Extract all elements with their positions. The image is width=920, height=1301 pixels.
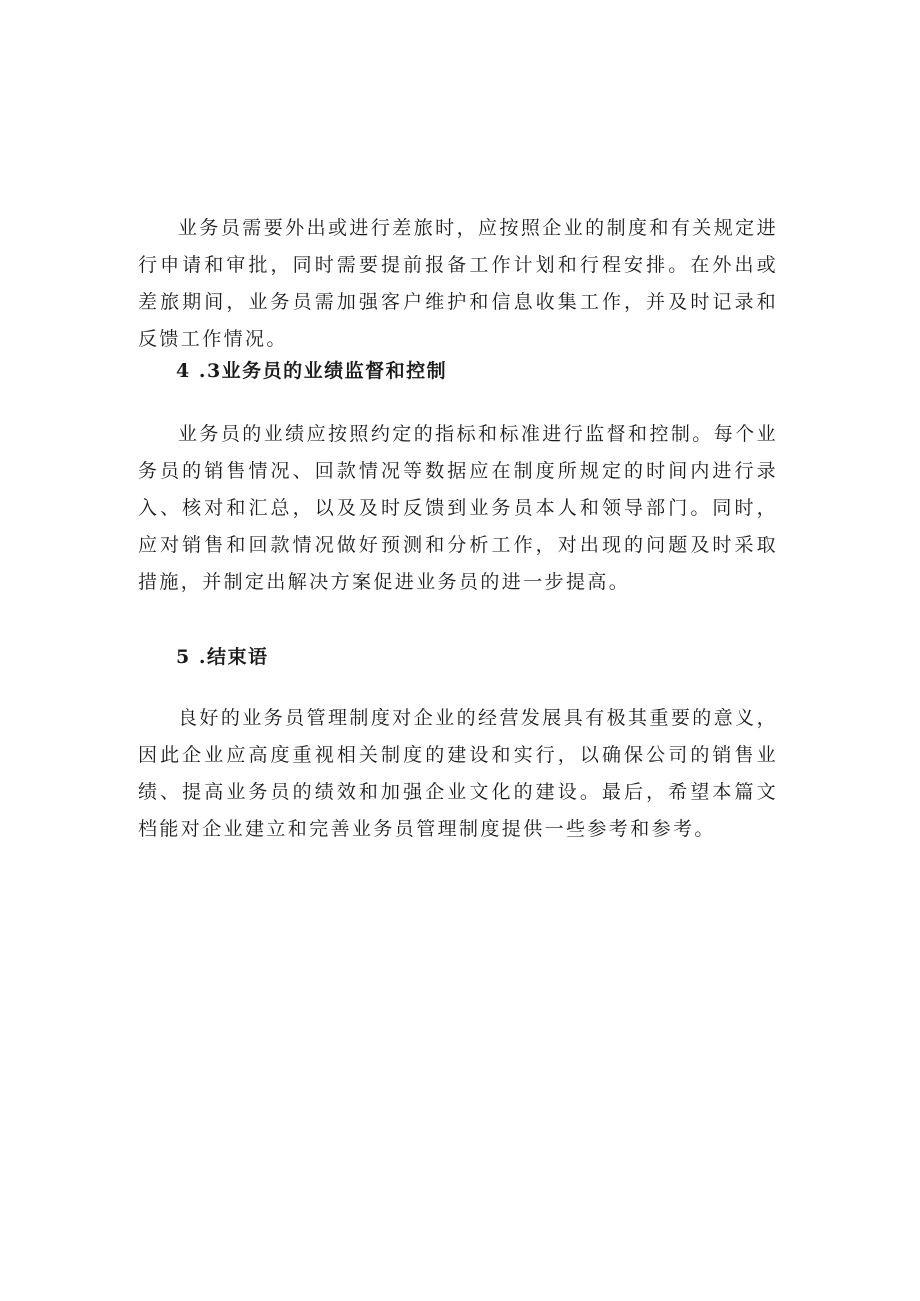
paragraph-performance: 业务员的业绩应按照约定的指标和标准进行监督和控制。每个业务员的销售情况、回款情况等数据应在制度所规定的时间内进行录入、核对和汇总，以及及时反馈到业务员本人和领导部门。同时，应对销售和回款情况做好预测和分析工作，对出现的问题及时采取措施，并制定出解决方案促进业务员的进一步提高。: [138, 423, 778, 593]
section-heading-4-3: 4 .3业务员的业绩监督和控制: [176, 360, 448, 382]
section-heading-5: 5 .结束语: [176, 646, 269, 668]
paragraph-conclusion: 良好的业务员管理制度对企业的经营发展具有极其重要的意义，因此企业应高度重视相关制度的建设和实行，以确保公司的销售业绩、提高业务员的绩效和加强企业文化的建设。最后，希望本篇文档能对企业建立和完善业务员管理制度提供一些参考和参考。: [138, 707, 778, 840]
paragraph-travel: 业务员需要外出或进行差旅时，应按照企业的制度和有关规定进行申请和审批，同时需要提前报备工作计划和行程安排。在外出或差旅期间，业务员需加强客户维护和信息收集工作，并及时记录和反馈工作情况。: [138, 217, 778, 350]
